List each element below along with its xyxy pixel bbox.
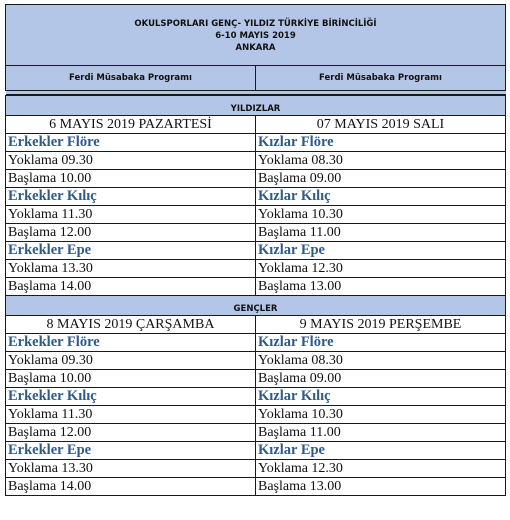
time-left: Başlama 12.00 xyxy=(6,224,256,242)
day-row xyxy=(6,316,506,334)
day-right: 9 MAYIS 2019 PERŞEMBE xyxy=(256,316,506,334)
time-row xyxy=(6,406,506,424)
schedule-sheet xyxy=(5,4,505,496)
category-row xyxy=(6,134,506,152)
category-right: Kızlar Kılıç xyxy=(256,188,506,206)
column-header-right: Ferdi Müsabaka Programı xyxy=(256,66,506,91)
category-row xyxy=(6,188,506,206)
category-left: Erkekler Flöre xyxy=(6,334,256,352)
time-row xyxy=(6,206,506,224)
time-row xyxy=(6,170,506,188)
time-left: Yoklama 11.30 xyxy=(6,206,256,224)
time-row xyxy=(6,370,506,388)
category-left: Erkekler Flöre xyxy=(6,134,256,152)
category-right: Kızlar Flöre xyxy=(256,134,506,152)
category-right: Kızlar Epe xyxy=(256,242,506,260)
time-right: Başlama 13.00 xyxy=(256,478,506,496)
day-left: 6 MAYIS 2019 PAZARTESİ xyxy=(6,116,256,134)
section-header-row xyxy=(6,96,506,116)
time-left: Başlama 14.00 xyxy=(6,478,256,496)
time-left: Başlama 12.00 xyxy=(6,424,256,442)
schedule-table xyxy=(5,4,506,95)
time-left: Başlama 14.00 xyxy=(6,278,256,296)
time-left: Yoklama 13.30 xyxy=(6,460,256,478)
time-right: Başlama 09.00 xyxy=(256,170,506,188)
time-row xyxy=(6,478,506,496)
time-row xyxy=(6,424,506,442)
category-row xyxy=(6,242,506,260)
time-row xyxy=(6,460,506,478)
category-row xyxy=(6,334,506,352)
time-left: Yoklama 11.30 xyxy=(6,406,256,424)
divider xyxy=(6,91,506,95)
category-left: Erkekler Epe xyxy=(6,242,256,260)
category-left: Erkekler Kılıç xyxy=(6,388,256,406)
time-right: Yoklama 12.30 xyxy=(256,260,506,278)
category-row xyxy=(6,442,506,460)
sections-table xyxy=(5,95,506,496)
time-left: Yoklama 09.30 xyxy=(6,352,256,370)
category-left: Erkekler Epe xyxy=(6,442,256,460)
title-line-3: ANKARA xyxy=(235,43,276,53)
day-right: 07 MAYIS 2019 SALI xyxy=(256,116,506,134)
time-row xyxy=(6,152,506,170)
time-right: Yoklama 10.30 xyxy=(256,406,506,424)
title-row xyxy=(6,5,506,66)
time-right: Başlama 13.00 xyxy=(256,278,506,296)
column-header-row xyxy=(6,66,506,91)
time-right: Başlama 11.00 xyxy=(256,424,506,442)
time-right: Yoklama 08.30 xyxy=(256,152,506,170)
section-label: YILDIZLAR xyxy=(6,96,506,116)
time-row xyxy=(6,224,506,242)
category-right: Kızlar Epe xyxy=(256,442,506,460)
category-right: Kızlar Kılıç xyxy=(256,388,506,406)
category-left: Erkekler Kılıç xyxy=(6,188,256,206)
section-header-row xyxy=(6,296,506,316)
day-row xyxy=(6,116,506,134)
time-left: Başlama 10.00 xyxy=(6,370,256,388)
column-header-left: Ferdi Müsabaka Programı xyxy=(6,66,256,91)
time-left: Yoklama 13.30 xyxy=(6,260,256,278)
time-row xyxy=(6,260,506,278)
time-right: Başlama 09.00 xyxy=(256,370,506,388)
category-right: Kızlar Flöre xyxy=(256,334,506,352)
time-right: Yoklama 08.30 xyxy=(256,352,506,370)
title-line-1: OKULSPORLARI GENÇ- YILDIZ TÜRKİYE BİRİNCİLİĞİ xyxy=(134,19,377,29)
section-label: GENÇLER xyxy=(6,296,506,316)
time-right: Yoklama 12.30 xyxy=(256,460,506,478)
time-right: Yoklama 10.30 xyxy=(256,206,506,224)
title-cell xyxy=(6,5,506,66)
day-left: 8 MAYIS 2019 ÇARŞAMBA xyxy=(6,316,256,334)
category-row xyxy=(6,388,506,406)
time-left: Yoklama 09.30 xyxy=(6,152,256,170)
time-row xyxy=(6,278,506,296)
title-line-2: 6-10 MAYIS 2019 xyxy=(215,31,296,41)
time-row xyxy=(6,352,506,370)
time-left: Başlama 10.00 xyxy=(6,170,256,188)
time-right: Başlama 11.00 xyxy=(256,224,506,242)
